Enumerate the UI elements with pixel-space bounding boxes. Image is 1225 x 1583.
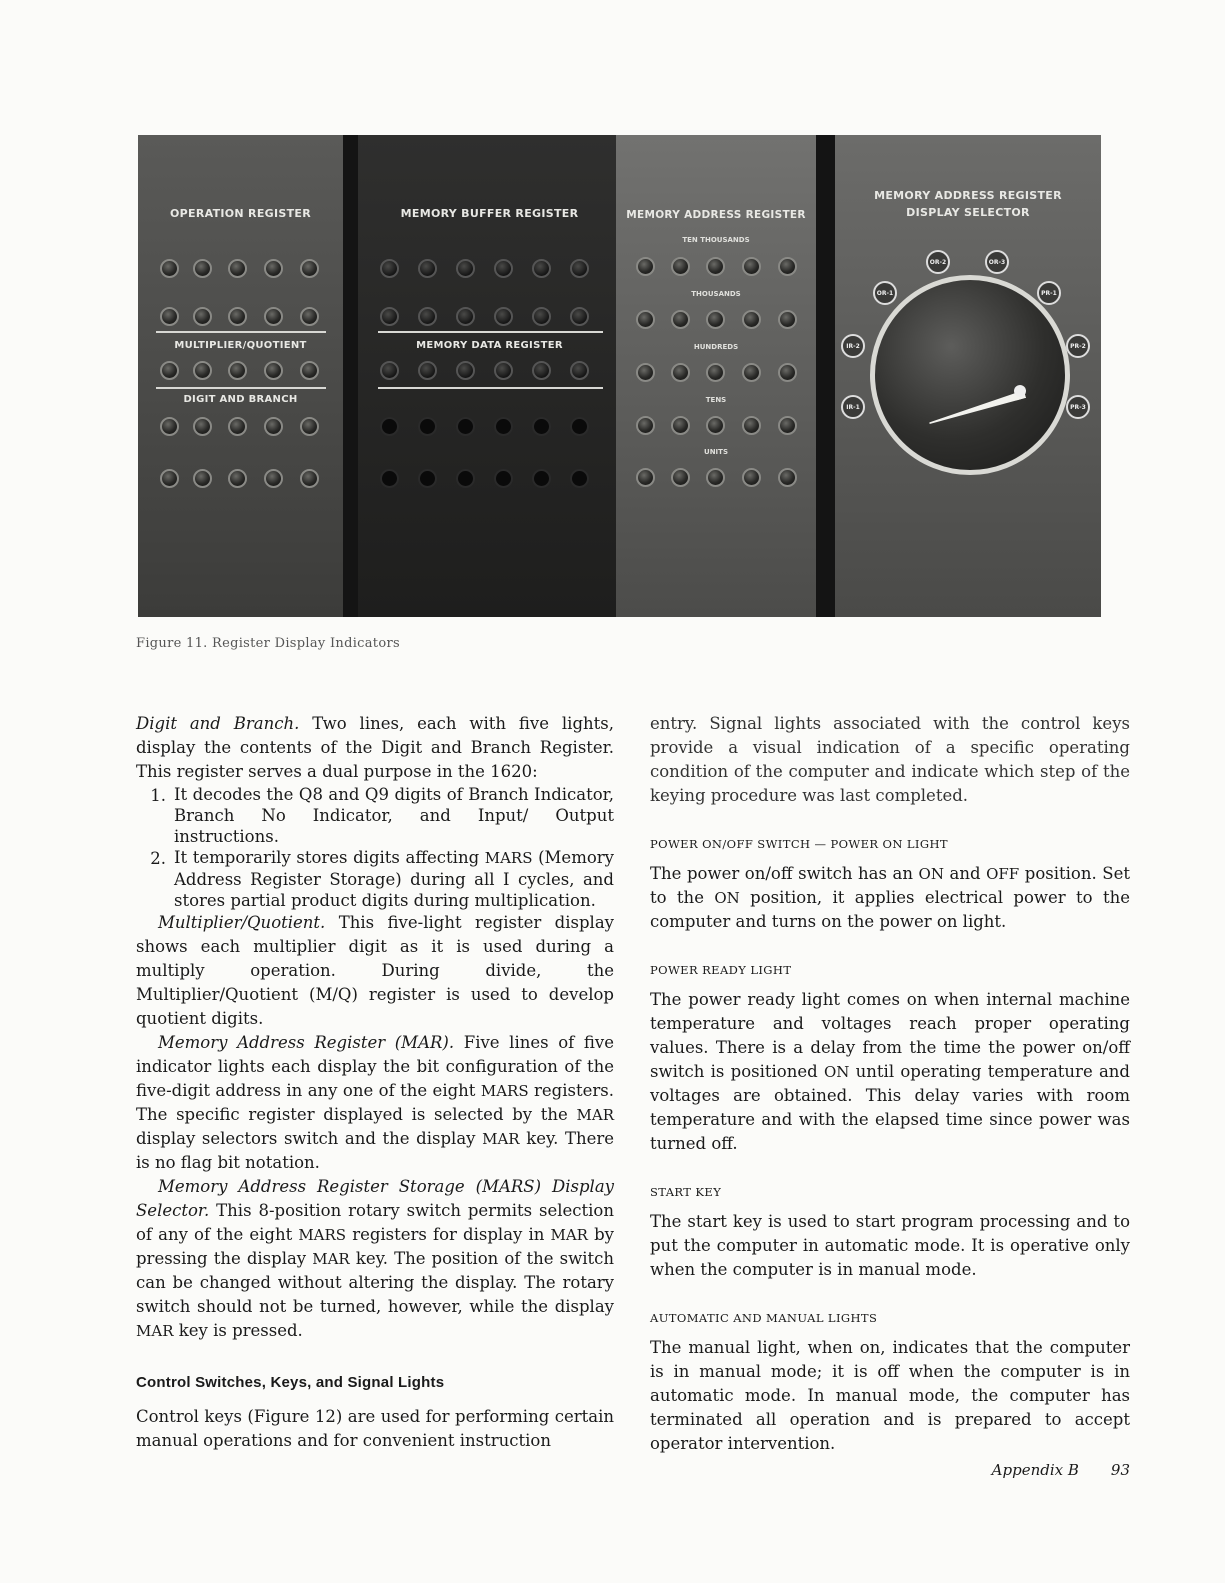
memory-buffer-register-label: MEMORY BUFFER REGISTER [400,207,579,220]
indicator-lamp [456,361,475,380]
text-run: Five lines of five indicator lights each display the bit configuration of the five-digit address in any one of the eight [136,1033,614,1100]
indicator-lamp [532,259,551,278]
small-caps-term: MAR [576,1106,614,1124]
panel-memory-address-register [616,135,816,617]
indicator-lamp [418,469,437,488]
indicator-lamp [570,307,589,326]
indicator-lamp [494,361,513,380]
indicator-lamp [300,361,319,380]
indicator-lamp [778,363,797,382]
indicator-lamp [264,259,283,278]
indicator-lamp [671,468,690,487]
indicator-lamp [228,469,247,488]
text-run: key is pressed. [173,1321,303,1340]
list-number: 2. [150,849,166,868]
indicator-lamp [300,307,319,326]
paragraph-mar [136,1031,614,1175]
indicator-lamp [778,257,797,276]
divider [156,387,326,389]
mar-group-label: HUNDREDS [693,343,739,351]
selector-position-or1[interactable]: OR-1 [873,281,897,305]
small-caps-term: MAR [482,1130,520,1148]
indicator-lamp [264,417,283,436]
right-column [650,712,1130,1456]
indicator-lamp [778,468,797,487]
indicator-lamp [456,469,475,488]
paragraph-digit-branch [136,712,614,784]
paragraph-entry: entry. Signal lights associated with the control keys provide a visual indication of a specific operating condition of the computer and indicate which step of the keying procedure was last completed. [650,714,1130,805]
indicator-lamp [456,307,475,326]
paragraph-power-switch [650,862,1130,934]
indicator-lamp [570,469,589,488]
list-number: 1. [150,786,166,805]
indicator-lamp [778,416,797,435]
indicator-lamp [570,417,589,436]
indicator-lamp [264,307,283,326]
operation-register-label: OPERATION REGISTER [170,207,311,220]
paragraph-control-keys: Control keys (Figure 12) are used for performing certain manual operations and for convenient instruction [136,1407,614,1450]
indicator-lamp [418,361,437,380]
small-caps-term: MAR [550,1226,588,1244]
subheading-power-switch: POWER ON/OFF SWITCH — POWER ON LIGHT [650,837,948,851]
selector-title [835,187,1101,221]
paragraph-auto-manual: The manual light, when on, indicates that the computer is in manual mode; it is off when the computer is in automatic mode. In manual mode, the computer has terminated all operation and is prepared to accept operator intervention. [650,1338,1130,1453]
indicator-lamp [570,361,589,380]
text-run: registers for display in [346,1225,551,1244]
panel-gap [816,135,835,617]
panel-memory-buffer-register [358,135,621,617]
list-text [174,847,614,911]
text-run: position. Set to the [650,864,1130,907]
small-caps-term: OFF [986,865,1020,883]
divider [156,331,326,333]
indicator-lamp [300,469,319,488]
run-in-heading: Multiplier/Quotient. [158,913,326,932]
text-run: and [943,864,987,883]
text-run: display selectors switch and the display [136,1129,483,1148]
indicator-lamp [570,259,589,278]
indicator-lamp [494,469,513,488]
indicator-lamp [671,257,690,276]
indicator-lamp [300,417,319,436]
text-run: key. There is no flag bit notation. [136,1129,614,1172]
indicator-lamp [671,363,690,382]
text-run: The power on/off switch has an [650,864,919,883]
subheading-auto-manual: AUTOMATIC AND MANUAL LIGHTS [650,1311,878,1325]
figure-caption: Figure 11. Register Display Indicators [136,636,400,651]
indicator-lamp [456,417,475,436]
digit-and-branch-label: DIGIT AND BRANCH [183,394,298,405]
indicator-lamp [380,259,399,278]
list-item [136,847,614,911]
indicator-lamp [742,416,761,435]
indicator-lamp [742,310,761,329]
page-footer [992,1461,1130,1479]
divider [378,331,603,333]
indicator-lamp [193,307,212,326]
indicator-lamp [671,310,690,329]
indicator-lamp [380,417,399,436]
indicator-lamp [636,363,655,382]
small-caps-term: MARS [298,1226,347,1244]
appendix-label: Appendix B [991,1461,1079,1479]
small-caps-term: MARS [484,849,533,867]
divider [378,387,603,389]
indicator-lamp [228,259,247,278]
dial-pointer [928,390,1026,427]
mar-group-label: TEN THOUSANDS [682,236,750,244]
panel-gap [343,135,358,617]
indicator-lamp [160,307,179,326]
indicator-lamp [418,307,437,326]
selector-title-line2: DISPLAY SELECTOR [906,206,1030,219]
text-run: This 8-position rotary switch permits selection of any of the eight [136,1201,614,1244]
small-caps-term: MARS [480,1082,529,1100]
paragraph-power-ready [650,988,1130,1156]
selector-position-pr2[interactable]: PR-2 [1066,334,1090,358]
left-column [136,712,614,1453]
rotary-selector-dial[interactable] [870,275,1070,475]
indicator-lamp [706,416,725,435]
indicator-lamp [193,361,212,380]
mar-group-label: TENS [705,396,727,404]
selector-position-ir2[interactable]: IR-2 [841,334,865,358]
indicator-lamp [160,259,179,278]
selector-position-or3[interactable]: OR-3 [985,250,1009,274]
indicator-lamp [380,469,399,488]
text-run: position, it applies electrical power to the computer and turns on the power on light. [650,888,1130,931]
list-item [136,784,614,847]
indicator-lamp [380,307,399,326]
mar-group-label: THOUSANDS [691,290,741,298]
indicator-lamp [456,259,475,278]
indicator-lamp [494,417,513,436]
subheading-start-key: START KEY [650,1185,722,1199]
indicator-lamp [742,468,761,487]
indicator-lamp [636,416,655,435]
register-display-photo [138,135,1101,617]
indicator-lamp [706,468,725,487]
memory-data-register-label: MEMORY DATA REGISTER [416,340,563,351]
indicator-lamp [380,361,399,380]
indicator-lamp [228,307,247,326]
paragraph-start-key: The start key is used to start program processing and to put the computer in automatic mode. It is operative only when the computer is in manual mode. [650,1212,1130,1279]
memory-address-register-label: MEMORY ADDRESS REGISTER [626,209,806,221]
indicator-lamp [494,307,513,326]
text-run: until operating temperature and voltages are obtained. This delay varies with room temperature and with the elapsed time since power was turned off. [650,1062,1130,1153]
page-number: 93 [1110,1461,1130,1479]
indicator-lamp [160,417,179,436]
indicator-lamp [778,310,797,329]
selector-title-line1: MEMORY ADDRESS REGISTER [874,189,1062,202]
indicator-lamp [742,363,761,382]
small-caps-term: ON [714,889,740,907]
text-run: It temporarily stores digits affecting [174,848,485,867]
mar-group-label: UNITS [704,448,728,456]
indicator-lamp [418,259,437,278]
indicator-lamp [532,307,551,326]
paragraph-mars-selector [136,1175,614,1343]
indicator-lamp [532,469,551,488]
dial-hub [1014,385,1026,397]
selector-position-ir1[interactable]: IR-1 [841,395,865,419]
indicator-lamp [532,417,551,436]
paragraph-text: This five-light register display shows each multiplier digit as it is used during a multiply operation. During divide, the Multiplier/Quotient (M/Q) register is used to develop quotient digits. [136,913,614,1028]
multiplier-quotient-label: MULTIPLIER/QUOTIENT [174,340,307,351]
indicator-lamp [742,257,761,276]
indicator-lamp [706,257,725,276]
panel-display-selector [835,135,1101,617]
indicator-lamp [193,417,212,436]
indicator-lamp [706,310,725,329]
small-caps-term: ON [823,1063,850,1081]
indicator-lamp [636,257,655,276]
small-caps-term: MAR [312,1250,350,1268]
indicator-lamp [636,310,655,329]
subheading-power-ready: POWER READY LIGHT [650,963,792,977]
text-run: key. The position of the switch can be changed without altering the display. The rotary switch should not be turned, however, while the display [136,1249,614,1316]
indicator-lamp [228,361,247,380]
section-heading: Control Switches, Keys, and Signal Lights [136,1374,445,1391]
small-caps-term: MAR [136,1322,174,1340]
selector-position-pr3[interactable]: PR-3 [1066,395,1090,419]
indicator-lamp [418,417,437,436]
run-in-heading: Memory Address Register Storage (MARS) Display Selector. [136,1177,614,1220]
paragraph-text: Two lines, each with five lights, display the contents of the Digit and Branch Register. This register serves a dual purpose in the 1620: [136,714,614,781]
indicator-lamp [160,361,179,380]
run-in-heading: Digit and Branch. [136,714,300,733]
panel-operation-register [138,135,343,617]
selector-position-pr1[interactable]: PR-1 [1037,281,1061,305]
indicator-lamp [160,469,179,488]
indicator-lamp [264,469,283,488]
indicator-lamp [494,259,513,278]
indicator-lamp [671,416,690,435]
indicator-lamp [532,361,551,380]
text-run: (Memory Address Register Storage) during all I cycles, and stores partial product digits during multiplication. [174,848,614,910]
text-run: The power ready light comes on when internal machine temperature and voltages reach proper operating values. There is a delay from the time the power on/off switch is positioned [650,990,1130,1081]
list-text: It decodes the Q8 and Q9 digits of Branch Indicator, Branch No Indicator, and Input/ Output instructions. [174,785,614,846]
indicator-lamp [636,468,655,487]
run-in-heading: Memory Address Register (MAR). [158,1033,455,1052]
indicator-lamp [193,469,212,488]
paragraph-multiplier-quotient [136,911,614,1031]
indicator-lamp [300,259,319,278]
indicator-lamp [193,259,212,278]
small-caps-term: ON [918,865,944,883]
selector-position-or2[interactable]: OR-2 [926,250,950,274]
text-run: by pressing the display [136,1225,614,1268]
indicator-lamp [228,417,247,436]
indicator-lamp [706,363,725,382]
text-run: registers. The specific register displayed is selected by the [136,1081,614,1124]
indicator-lamp [264,361,283,380]
